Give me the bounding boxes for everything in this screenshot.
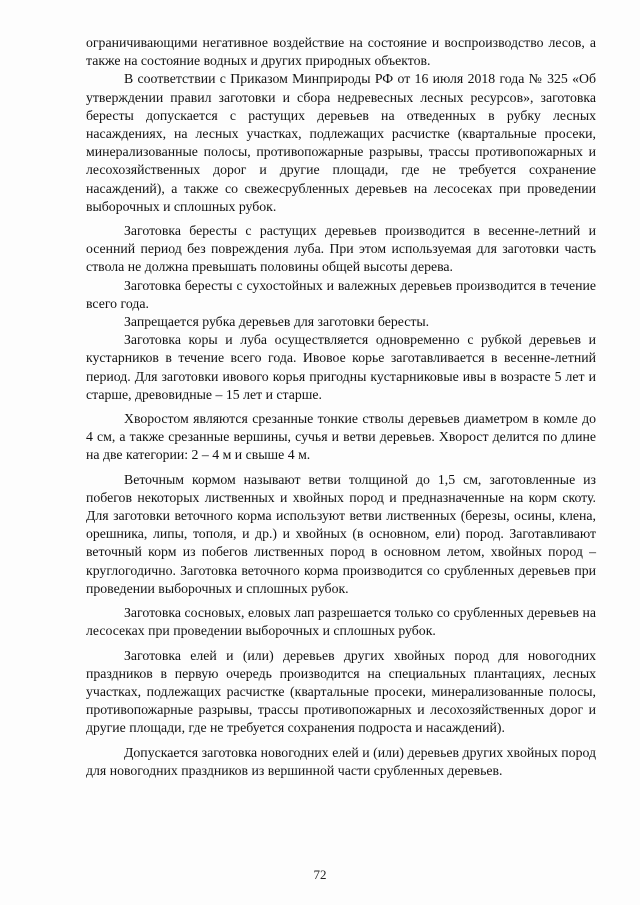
- body-text: [86, 34, 596, 780]
- paragraph-new-year-trees-tops: Допускается заготовка новогодних елей и (или) деревьев других хвойных пород для новогодних праздников из вершинной части срубленных деревьев.: [86, 744, 596, 778]
- paragraph-brushwood: Хворостом являются срезанные тонкие стволы деревьев диаметром в комле до 4 см, а также срезанные вершины, сучья и ветви деревьев. Хворост делится по длине на две категории: 2 – 4 м и свыше 4 м.: [86, 411, 596, 463]
- paragraph-pine-spruce-branches: Заготовка сосновых, еловых лап разрешается только со срубленных деревьев на лесосеках при проведении выборочных и сплошных рубок.: [86, 605, 596, 639]
- paragraph-twig-fodder: Веточным кормом называют ветви толщиной до 1,5 см, заготовленные из побегов некоторых лиственных и хвойных пород и предназначенные на корм скоту. Для заготовки веточного корма используют ветви лиственных (березы, осины, клена, орешника, липы, тополя, и др.) и хвойных (в основном, ели) пород. Заготавливают веточный корм из побегов лиственных пород в основном летом, хвойных пород – круглогодично. Заготовка веточного корма производится со срубленных деревьев при проведении выборочных и сплошных рубок.: [86, 471, 596, 596]
- paragraph-bark-bast: Заготовка коры и луба осуществляется одновременно с рубкой деревьев и кустарников в течение всего года. Ивовое корье заготавливается в весенне-летний период. Для заготовки ивового корья пригодны кустарниковые ивы в возрасте 5 лет и старше, древовидные – 15 лет и старше.: [86, 332, 596, 402]
- paragraph-birch-bark-order: В соответствии с Приказом Минприроды РФ от 16 июля 2018 года № 325 «Об утверждении правил заготовки и сбора недревесных лесных ресурсов», заготовка бересты допускается с растущих деревьев на отведенных в рубку лесных насаждениях, на лесных участках, подлежащих расчистке (квартальные просеки, минерализованные полосы, противопожарные разрывы, трассы противопожарных и лесохозяйственных дорог и другие площади, где не требуется сохранение насаждений), а также со свежесрубленных деревьев на лесосеках при проведении выборочных и сплошных рубок.: [86, 71, 596, 214]
- page-number: 72: [313, 867, 327, 882]
- paragraph-felling-prohibited: Запрещается рубка деревьев для заготовки бересты.: [124, 314, 430, 330]
- paragraph-birch-bark-dead-trees: Заготовка бересты с сухостойных и валежных деревьев производится в течение всего года.: [86, 277, 596, 311]
- paragraph-continuation: ограничивающими негативное воздействие на состояние и воспроизводство лесов, а также на состояние водных и других природных объектов.: [86, 35, 596, 69]
- paragraph-new-year-trees: Заготовка елей и (или) деревьев других хвойных пород для новогодних праздников в первую очередь производится на специальных плантациях, лесных участках, подлежащих расчистке (квартальные просеки, минерализованные полосы, противопожарные разрывы, трассы противопожарных и лесохозяйственных дорог и другие площади, где не требуется сохранения подроста и насаждений).: [86, 647, 596, 736]
- paragraph-birch-bark-living-trees: Заготовка бересты с растущих деревьев производится в весенне-летний и осенний период без повреждения луба. При этом используемая для заготовки часть ствола не должна превышать половины общей высоты дерева.: [86, 223, 596, 275]
